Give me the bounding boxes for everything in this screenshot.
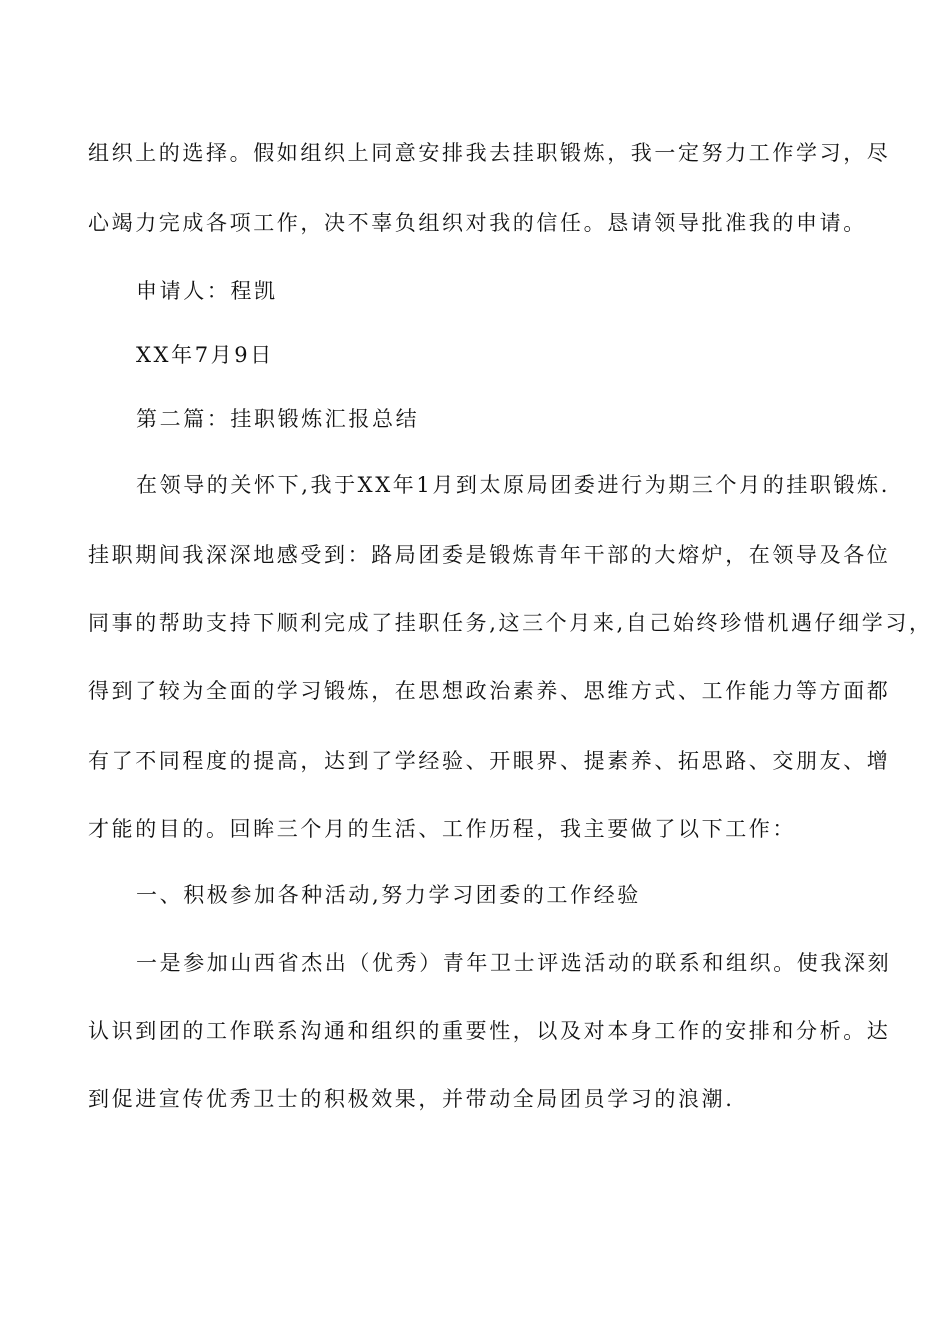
body-text-line: 同事的帮助支持下顺利完成了挂职任务,这三个月来,自己始终珍惜机遇仔细学习，: [88, 611, 933, 635]
section-title: 第二篇：挂职锻炼汇报总结: [136, 407, 420, 431]
body-text-line: 认识到团的工作联系沟通和组织的重要性，以及对本身工作的安排和分析。达: [88, 1019, 891, 1043]
body-text-line: 挂职期间我深深地感受到：路局团委是锻炼青年干部的大熔炉，在领导及各位: [88, 543, 891, 567]
body-text-line: 在领导的关怀下,我于XX年1月到太原局团委进行为期三个月的挂职锻炼.: [136, 473, 891, 497]
subsection-heading: 一、积极参加各种活动,努力学习团委的工作经验: [136, 883, 641, 907]
body-text-line: 有了不同程度的提高，达到了学经验、开眼界、提素养、拓思路、交朋友、增: [88, 749, 891, 773]
body-text-line: 才能的目的。回眸三个月的生活、工作历程，我主要做了以下工作：: [88, 817, 796, 841]
applicant-signature: 申请人：程凯: [136, 279, 278, 303]
body-text-line: 到促进宣传优秀卫士的积极效果，并带动全局团员学习的浪潮.: [88, 1087, 735, 1111]
body-text-line: 得到了较为全面的学习锻炼，在思想政治素养、思维方式、工作能力等方面都: [88, 679, 891, 703]
body-text-line: 组织上的选择。假如组织上同意安排我去挂职锻炼，我一定努力工作学习，尽: [88, 141, 891, 165]
date-line: XX年7月9日: [136, 343, 274, 367]
body-text-line: 心竭力完成各项工作，决不辜负组织对我的信任。恳请领导批准我的申请。: [88, 211, 867, 235]
body-text-line: 一是参加山西省杰出（优秀）青年卫士评选活动的联系和组织。使我深刻: [136, 951, 892, 975]
